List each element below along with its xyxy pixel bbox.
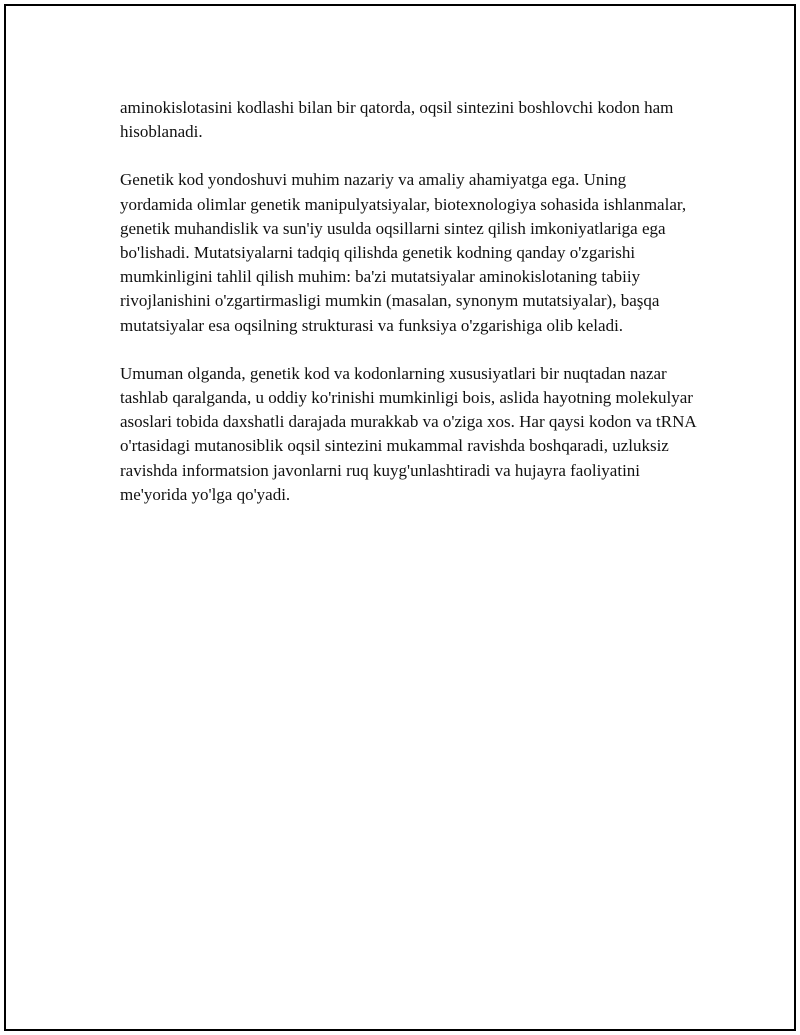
paragraph-2: Genetik kod yondoshuvi muhim nazariy va amaliy ahamiyatga ega. Uning yordamida olimlar genetik manipulyatsiyalar, biotexnologiya sohasida ishlanmalar, genetik muhandislik va sun'iy usulda oqsillarni sintez qilish imkoniyatlariga ega bo'lishadi. Mutatsiyalarni tadqiq qilishda genetik kodning qanday o'zgarishi mumkinligini tahlil qilish muhim: ba'zi mutatsiyalar aminokislotaning tabiiy rivojlanishini o'zgartirmasligi mumkin (masalan, synonym mutatsiyalar), başqa mutatsiyalar esa oqsilning strukturasi va funksiya o'zgarishiga olib keladi.	[120, 170, 687, 335]
document-body	[120, 96, 698, 531]
page-frame	[4, 4, 796, 1031]
paragraph-3: Umuman olganda, genetik kod va kodonlarning xususiyatlari bir nuqtadan nazar tashlab qaralganda, u oddiy ko'rinishi mumkinligi bois, aslida hayotning molekulyar asoslari tobida daxshatli darajada murakkab va o'ziga xos. Har qaysi kodon va tRNA o'rtasidagi mutanosiblik oqsil sintezini mukammal ravishda boshqaradi, uzluksiz ravishda informatsion javonlarni ruq kuyg'unlashtiradi va hujayra faoliyatini me'yorida yo'lga qo'yadi.	[120, 363, 696, 504]
paragraph-1: aminokislotasini kodlashi bilan bir qatorda, oqsil sintezini boshlovchi kodon ham hisoblanadi.	[120, 98, 674, 142]
